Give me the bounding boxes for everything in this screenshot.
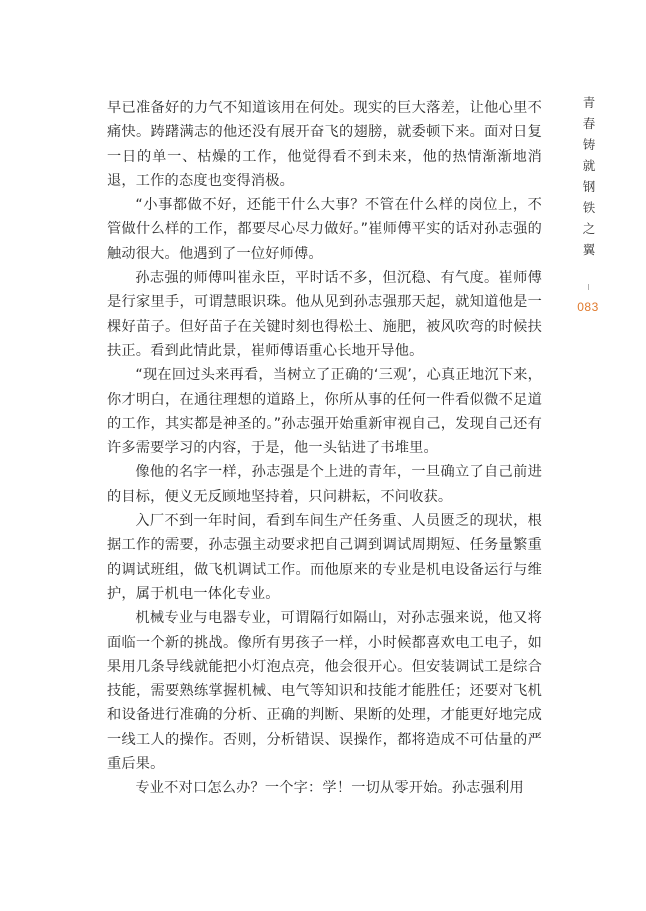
divider — [588, 284, 589, 290]
page-number: 083 — [577, 300, 599, 314]
side-running-header — [578, 96, 598, 314]
paragraph-8: 专业不对口怎么办？一个字：学！一切从零开始。孙志强利用 — [135, 780, 524, 797]
paragraph-2: “小事都做不好，还能干什么大事？不管在什么样的岗位上，不管做什么样的工作，都要尽心尽力做好。”崔师傅平实的话对孙志强的触动很大。他遇到了一位好师傅。 — [107, 197, 542, 262]
paragraph-7: 机械专业与电器专业，可谓隔行如隔山，对孙志强来说，他又将面临一个新的挑战。像所有男孩子一样，小时候都喜欢电工电子，如果用几条导线就能把小灯泡点亮，他会很开心。但安装调试工是综合技能，需要熟练掌握机械、电气等知识和技能才能胜任；还要对飞机和设备进行准确的分析、正确的判断、果断的处理，才能更好地完成一线工人的操作。否则，分析错误、误操作，都将造成不可估量的严重后果。 — [107, 610, 542, 773]
paragraph-3: 孙志强的师傅叫崔永臣，平时话不多，但沉稳、有气度。崔师傅是行家里手，可谓慧眼识珠。他从见到孙志强那天起，就知道他是一棵好苗子。但好苗子在关键时刻也得松土、施肥，被风吹弯的时候扶扶正。看到此情此景，崔师傅语重心长地开导他。 — [107, 270, 542, 359]
paragraph-4: “现在回过头来再看，当树立了正确的‘三观’，心真正地沉下来，你才明白，在通往理想的道路上，你所从事的任何一件看似微不足道的工作，其实都是神圣的。”孙志强开始重新审视自己，发现自己还有许多需要学习的内容，于是，他一头钻进了书堆里。 — [107, 367, 542, 457]
body-text — [107, 96, 542, 801]
paragraph-5: 像他的名字一样，孙志强是个上进的青年，一旦确立了自己前进的目标，便义无反顾地坚持着，只问耕耘，不问收获。 — [107, 464, 542, 505]
paragraph-6: 入厂不到一年时间，看到车间生产任务重、人员匮乏的现状，根据工作的需要，孙志强主动要求把自己调到调试周期短、任务量繁重的调试班组，做飞机调试工作。而他原来的专业是机电设备运行与维护，属于机电一体化专业。 — [107, 513, 542, 602]
paragraph-1: 早已准备好的力气不知道该用在何处。现实的巨大落差，让他心里不痛快。踌躇满志的他还没有展开奋飞的翅膀，就委顿下来。面对日复一日的单一、枯燥的工作，他觉得看不到未来，他的热情渐渐地消退，工作的态度也变得消极。 — [107, 100, 542, 189]
chapter-title: 青春铸就钢铁之翼 — [581, 96, 596, 264]
